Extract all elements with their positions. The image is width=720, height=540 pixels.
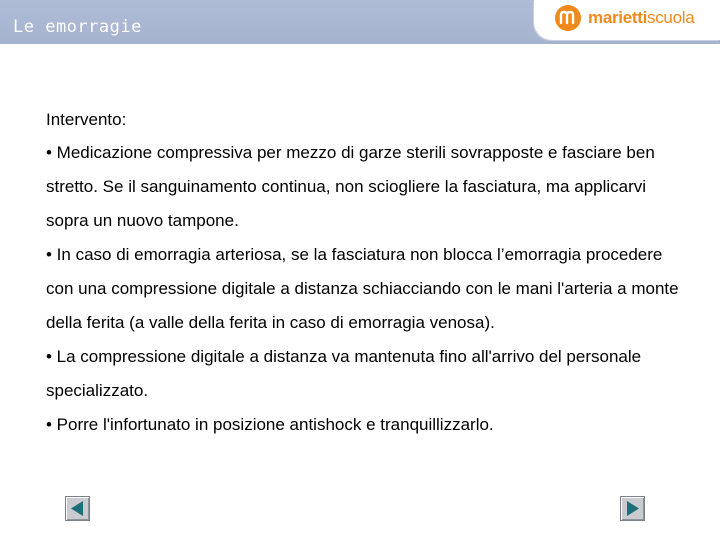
next-slide-button[interactable] — [620, 496, 645, 521]
intervention-heading: Intervento: — [46, 110, 127, 129]
triangle-left-icon — [69, 500, 86, 517]
logo — [534, 0, 720, 40]
marietti-logo-icon — [555, 5, 581, 31]
previous-slide-button[interactable] — [65, 496, 90, 521]
header-bar — [0, 0, 720, 44]
bullet-paragraph: • In caso di emorragia arteriosa, se la fasciatura non blocca l’emorragia procedere con una compressione digitale a distanza schiacciando con le mani l'arteria a monte della ferita (a valle della ferita in caso di emorragia venosa). — [46, 245, 679, 332]
slide-title: Le emorragie — [13, 17, 142, 37]
triangle-right-icon — [624, 500, 641, 517]
logo-text — [588, 8, 694, 28]
bullet-paragraph: • La compressione digitale a distanza va mantenuta fino all'arrivo del personale specializzato. — [46, 347, 642, 400]
slide-body — [46, 104, 686, 442]
logo-text-bold: marietti — [588, 8, 648, 27]
bullet-paragraph: • Medicazione compressiva per mezzo di garze sterili sovrapposte e fasciare ben stretto. Se il sanguinamento continua, non sciogliere la fasciatura, ma applicarvi sopra un nuovo tampone. — [46, 143, 655, 230]
bullet-paragraph: • Porre l'infortunato in posizione antishock e tranquillizzarlo. — [46, 415, 494, 434]
logo-text-light: scuola — [647, 8, 695, 27]
